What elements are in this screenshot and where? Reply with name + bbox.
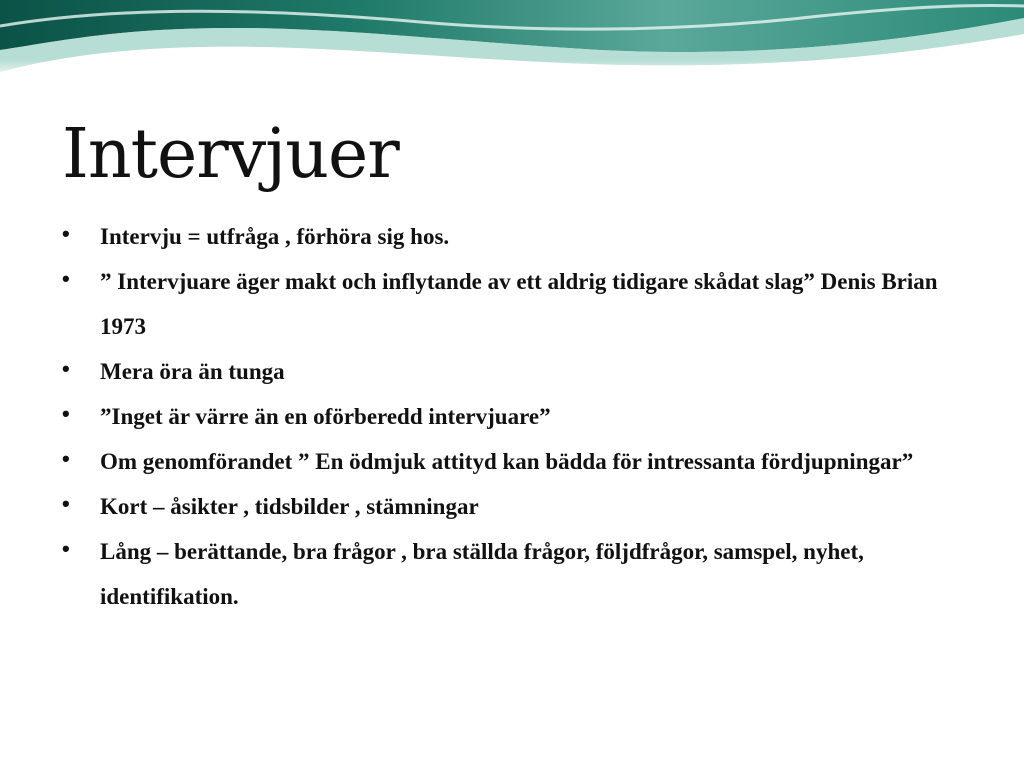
bullet-marker: • — [62, 356, 70, 381]
bullet-marker: • — [62, 536, 70, 561]
bullet-marker: • — [62, 446, 70, 471]
bullet-text: ” Intervjuare äger makt och inflytande av ett aldrig tidigare skådat slag” Denis Brian 1973 — [100, 269, 938, 339]
bullet-item — [60, 349, 980, 394]
bullet-marker: • — [62, 266, 70, 291]
bullet-text: Intervju = utfråga , förhöra sig hos. — [100, 224, 450, 249]
bullet-item — [60, 259, 980, 349]
bullet-item — [60, 394, 980, 439]
bullet-text: Lång – berättande, bra frågor , bra ställda frågor, följdfrågor, samspel, nyhet, identifikation. — [100, 539, 864, 609]
bullet-item — [60, 439, 980, 484]
bullet-text: ”Inget är värre än en oförberedd intervjuare” — [100, 404, 551, 429]
bullet-text: Om genomförandet ” En ödmjuk attityd kan bädda för intressanta fördjupningar” — [100, 449, 914, 474]
bullet-text: Kort – åsikter , tidsbilder , stämningar — [100, 494, 479, 519]
wave-banner-decoration — [0, 0, 1024, 80]
bullet-marker: • — [62, 221, 70, 246]
bullet-text: Mera öra än tunga — [100, 359, 285, 384]
bullet-item — [60, 484, 980, 529]
bullet-marker: • — [62, 401, 70, 426]
slide-title: Intervjuer — [62, 115, 399, 194]
bullet-marker: • — [62, 491, 70, 516]
bullet-item — [60, 529, 980, 619]
bullet-item — [60, 214, 980, 259]
bullet-list — [60, 214, 980, 619]
